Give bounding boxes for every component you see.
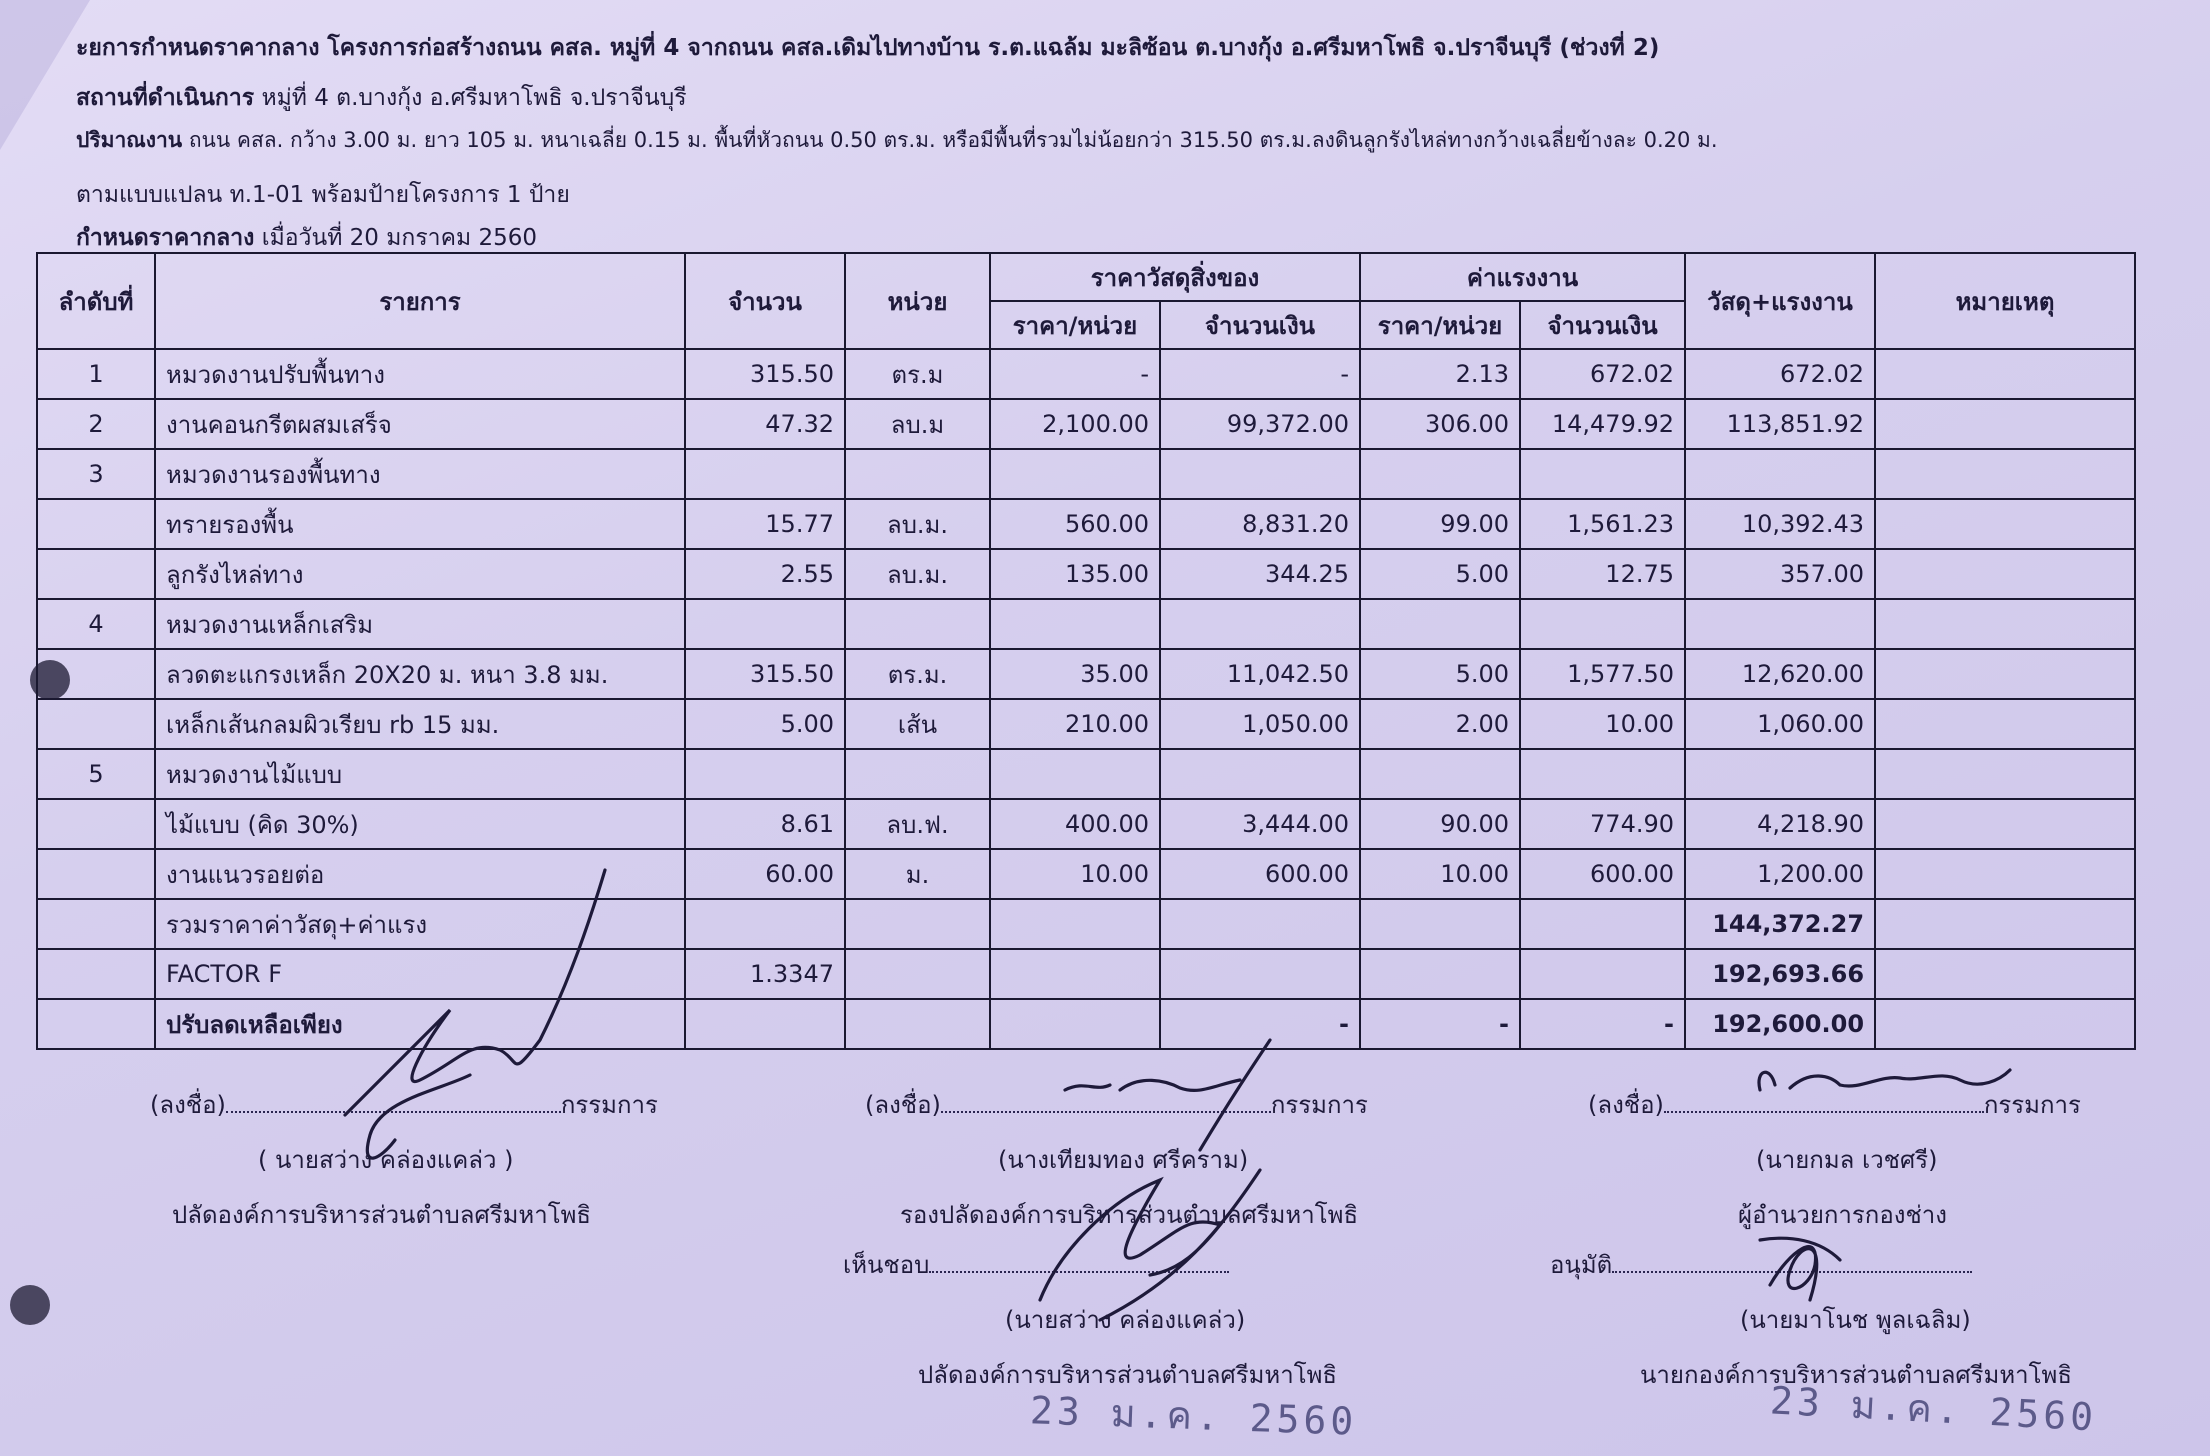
cost-estimate-table xyxy=(36,252,2136,1050)
cell-lab-price xyxy=(1360,449,1520,499)
cell-item: FACTOR F xyxy=(155,949,685,999)
cell-qty: 60.00 xyxy=(685,849,845,899)
cell-unit xyxy=(845,949,990,999)
cell-total: 192,600.00 xyxy=(1685,999,1875,1049)
signature-3 xyxy=(1588,1085,2081,1124)
cell-lab-amount xyxy=(1520,949,1685,999)
cell-unit: ตร.ม xyxy=(845,349,990,399)
table-row xyxy=(37,699,2135,749)
cell-mat-amount: 600.00 xyxy=(1160,849,1360,899)
place-label: สถานที่ดำเนินการ xyxy=(76,85,255,111)
cell-total: 144,372.27 xyxy=(1685,899,1875,949)
cell-qty: 1.3347 xyxy=(685,949,845,999)
cell-qty: 2.55 xyxy=(685,549,845,599)
cell-no: 4 xyxy=(37,599,155,649)
signer-1-name: ( นายสว่าง คล่องแคล่ว ) xyxy=(258,1146,514,1174)
col-header-unit: หน่วย xyxy=(845,253,990,349)
cell-remark xyxy=(1875,499,2135,549)
sign-prefix: (ลงชื่อ) xyxy=(865,1091,941,1119)
cell-item: งานแนวรอยต่อ xyxy=(155,849,685,899)
cell-lab-price: 5.00 xyxy=(1360,649,1520,699)
cell-item: ไม้แบบ (คิด 30%) xyxy=(155,799,685,849)
plan-text: ตามแบบแปลน ท.1-01 พร้อมป้ายโครงการ 1 ป้าย xyxy=(76,182,570,208)
cell-unit xyxy=(845,749,990,799)
cell-qty: 315.50 xyxy=(685,649,845,699)
cell-item: ลวดตะแกรงเหล็ก 20X20 ม. หนา 3.8 มม. xyxy=(155,649,685,699)
cell-lab-price: 5.00 xyxy=(1360,549,1520,599)
col-header-remark: หมายเหตุ xyxy=(1875,253,2135,349)
cell-mat-price: 10.00 xyxy=(990,849,1160,899)
cell-lab-amount: 1,561.23 xyxy=(1520,499,1685,549)
cell-total: 12,620.00 xyxy=(1685,649,1875,699)
cell-item: งานคอนกรีตผสมเสร็จ xyxy=(155,399,685,449)
cell-qty: 315.50 xyxy=(685,349,845,399)
cell-lab-amount xyxy=(1520,449,1685,499)
cell-lab-price: 2.13 xyxy=(1360,349,1520,399)
quantity-line xyxy=(76,124,1732,157)
cell-total: 1,060.00 xyxy=(1685,699,1875,749)
cell-unit: ลบ.ม. xyxy=(845,499,990,549)
cell-qty xyxy=(685,999,845,1049)
cell-unit: เส้น xyxy=(845,699,990,749)
cell-lab-price xyxy=(1360,749,1520,799)
doc-title: ะยการกำหนดราคากลาง โครงการก่อสร้างถนน คสล. หมู่ที่ 4 จากถนน คสล.เดิมไปทางบ้าน ร.ต.แฉล้ม มะลิซ้อน ต.บางกุ้ง อ.ศรีมหาโพธิ จ.ปราจีนบุรี (ช่วงที่ 2) xyxy=(76,35,1660,61)
cell-mat-amount xyxy=(1160,599,1360,649)
signer-3-title: ผู้อำนวยการกองช่าง xyxy=(1738,1201,1947,1229)
cell-remark xyxy=(1875,399,2135,449)
cell-item: ปรับลดเหลือเพียง xyxy=(155,999,685,1049)
cell-mat-amount: 3,444.00 xyxy=(1160,799,1360,849)
cell-mat-amount: - xyxy=(1160,999,1360,1049)
cell-lab-price: 10.00 xyxy=(1360,849,1520,899)
cell-item: ทรายรองพื้น xyxy=(155,499,685,549)
cell-qty xyxy=(685,599,845,649)
table-row xyxy=(37,999,2135,1049)
cell-mat-amount: 99,372.00 xyxy=(1160,399,1360,449)
signer-2-title: รองปลัดองค์การบริหารส่วนตำบลศรีมหาโพธิ xyxy=(900,1201,1359,1229)
agree-title: ปลัดองค์การบริหารส่วนตำบลศรีมหาโพธิ xyxy=(918,1361,1338,1389)
cell-no xyxy=(37,499,155,549)
cell-mat-price xyxy=(990,999,1160,1049)
place-value: หมู่ที่ 4 ต.บางกุ้ง อ.ศรีมหาโพธิ จ.ปราจีนบุรี xyxy=(261,85,687,111)
cell-total xyxy=(1685,449,1875,499)
cell-lab-price: 2.00 xyxy=(1360,699,1520,749)
cell-lab-amount: 10.00 xyxy=(1520,699,1685,749)
cell-mat-price: 560.00 xyxy=(990,499,1160,549)
cell-total xyxy=(1685,599,1875,649)
cell-no xyxy=(37,649,155,699)
cell-unit xyxy=(845,999,990,1049)
cell-remark xyxy=(1875,449,2135,499)
cell-lab-amount: - xyxy=(1520,999,1685,1049)
cell-qty xyxy=(685,899,845,949)
cell-lab-price: 90.00 xyxy=(1360,799,1520,849)
cell-total: 192,693.66 xyxy=(1685,949,1875,999)
cell-lab-price xyxy=(1360,949,1520,999)
cell-qty: 47.32 xyxy=(685,399,845,449)
date-stamp-1: 23 ม.ค. 2560 xyxy=(1029,1388,1358,1444)
cell-qty xyxy=(685,449,845,499)
cell-mat-amount: 8,831.20 xyxy=(1160,499,1360,549)
cell-mat-amount: 344.25 xyxy=(1160,549,1360,599)
cell-mat-price xyxy=(990,899,1160,949)
table-row xyxy=(37,499,2135,549)
cell-no xyxy=(37,899,155,949)
cell-no: 5 xyxy=(37,749,155,799)
cell-mat-price xyxy=(990,749,1160,799)
sign-prefix: (ลงชื่อ) xyxy=(1588,1091,1664,1119)
cell-mat-amount: 1,050.00 xyxy=(1160,699,1360,749)
cell-remark xyxy=(1875,949,2135,999)
quantity-label: ปริมาณงาน xyxy=(76,128,183,152)
approve-name: (นายมาโนช พูลเฉลิม) xyxy=(1740,1306,1971,1334)
col-header-no: ลำดับที่ xyxy=(37,253,155,349)
cell-mat-amount: - xyxy=(1160,349,1360,399)
cell-lab-amount: 600.00 xyxy=(1520,849,1685,899)
cell-total xyxy=(1685,749,1875,799)
cell-item: หมวดงานปรับพื้นทาง xyxy=(155,349,685,399)
table-row xyxy=(37,449,2135,499)
plan-line xyxy=(76,177,584,213)
table-row xyxy=(37,349,2135,399)
date-value: เมื่อวันที่ 20 มกราคม 2560 xyxy=(261,225,537,251)
cell-unit: ลบ.ม. xyxy=(845,549,990,599)
table-row xyxy=(37,599,2135,649)
cell-qty xyxy=(685,749,845,799)
col-header-item: รายการ xyxy=(155,253,685,349)
cell-item: เหล็กเส้นกลมผิวเรียบ rb 15 มม. xyxy=(155,699,685,749)
cell-remark xyxy=(1875,799,2135,849)
cell-no xyxy=(37,999,155,1049)
cell-remark xyxy=(1875,999,2135,1049)
cell-qty: 8.61 xyxy=(685,799,845,849)
cell-remark xyxy=(1875,349,2135,399)
cell-lab-amount: 14,479.92 xyxy=(1520,399,1685,449)
cell-lab-price xyxy=(1360,599,1520,649)
table-row xyxy=(37,549,2135,599)
cell-qty: 15.77 xyxy=(685,499,845,549)
cell-mat-amount xyxy=(1160,949,1360,999)
cell-total: 113,851.92 xyxy=(1685,399,1875,449)
cell-lab-amount xyxy=(1520,749,1685,799)
cell-unit: ลบ.ฟ. xyxy=(845,799,990,849)
cell-qty: 5.00 xyxy=(685,699,845,749)
agree-label: เห็นชอบ xyxy=(843,1251,930,1279)
signature-line xyxy=(1612,1249,1972,1273)
cell-mat-amount xyxy=(1160,449,1360,499)
col-header-lab-price: ราคา/หน่วย xyxy=(1360,301,1520,349)
cell-unit xyxy=(845,449,990,499)
cell-mat-price xyxy=(990,949,1160,999)
col-header-mat-amount: จำนวนเงิน xyxy=(1160,301,1360,349)
cell-total: 1,200.00 xyxy=(1685,849,1875,899)
cell-remark xyxy=(1875,849,2135,899)
cell-mat-amount xyxy=(1160,899,1360,949)
cell-lab-amount: 774.90 xyxy=(1520,799,1685,849)
cell-mat-price xyxy=(990,599,1160,649)
cell-mat-price: 210.00 xyxy=(990,699,1160,749)
cell-lab-price: 99.00 xyxy=(1360,499,1520,549)
cell-item: รวมราคาค่าวัสดุ+ค่าแรง xyxy=(155,899,685,949)
cell-lab-amount: 12.75 xyxy=(1520,549,1685,599)
table-row xyxy=(37,949,2135,999)
cell-lab-price: 306.00 xyxy=(1360,399,1520,449)
cell-total: 672.02 xyxy=(1685,349,1875,399)
cell-lab-price xyxy=(1360,899,1520,949)
col-group-material: ราคาวัสดุสิ่งของ xyxy=(990,253,1360,301)
table-row xyxy=(37,749,2135,799)
signature-line xyxy=(1664,1089,1984,1113)
cell-no xyxy=(37,699,155,749)
signature-1 xyxy=(150,1085,658,1124)
cell-mat-price: 400.00 xyxy=(990,799,1160,849)
cell-item: หมวดงานรองพื้นทาง xyxy=(155,449,685,499)
cell-item: ลูกรังไหล่ทาง xyxy=(155,549,685,599)
col-header-lab-amount: จำนวนเงิน xyxy=(1520,301,1685,349)
agree-line xyxy=(843,1245,1229,1284)
agree-name: (นายสว่าง คล่องแคล่ว) xyxy=(1005,1306,1246,1334)
committee-label: กรรมการ xyxy=(560,1091,658,1119)
approve-line xyxy=(1550,1245,1972,1284)
cell-mat-amount: 11,042.50 xyxy=(1160,649,1360,699)
place-line xyxy=(76,80,701,116)
cell-remark xyxy=(1875,599,2135,649)
cell-total: 357.00 xyxy=(1685,549,1875,599)
cell-mat-price xyxy=(990,449,1160,499)
signer-3-name: (นายกมล เวชศรี) xyxy=(1756,1146,1938,1174)
sign-prefix: (ลงชื่อ) xyxy=(150,1091,226,1119)
cell-total: 10,392.43 xyxy=(1685,499,1875,549)
col-group-labor: ค่าแรงงาน xyxy=(1360,253,1685,301)
cell-mat-price: 2,100.00 xyxy=(990,399,1160,449)
cell-remark xyxy=(1875,699,2135,749)
cell-unit: ม. xyxy=(845,849,990,899)
signer-2-name: (นางเทียมทอง ศรีคราม) xyxy=(998,1146,1249,1174)
cell-unit: ตร.ม. xyxy=(845,649,990,699)
date-label: กำหนดราคากลาง xyxy=(76,225,255,251)
punch-hole xyxy=(10,1285,50,1325)
committee-label: กรรมการ xyxy=(1270,1091,1368,1119)
signature-2 xyxy=(865,1085,1368,1124)
signer-1-title: ปลัดองค์การบริหารส่วนตำบลศรีมหาโพธิ xyxy=(172,1201,592,1229)
cell-remark xyxy=(1875,749,2135,799)
table-row xyxy=(37,799,2135,849)
signature-line xyxy=(929,1249,1229,1273)
cell-item: หมวดงานเหล็กเสริม xyxy=(155,599,685,649)
quantity-value: ถนน คสล. กว้าง 3.00 ม. ยาว 105 ม. หนาเฉลี่ย 0.15 ม. พื้นที่หัวถนน 0.50 ตร.ม. หรือมีพื้นที่รวมไม่น้อยกว่า 315.50 ตร.ม.ลงดินลูกรังไหล่ทางกว้างเฉลี่ยข้างละ 0.20 ม. xyxy=(188,128,1718,152)
cell-no xyxy=(37,949,155,999)
cell-no xyxy=(37,549,155,599)
table-row xyxy=(37,649,2135,699)
committee-label: กรรมการ xyxy=(1983,1091,2081,1119)
cell-no xyxy=(37,799,155,849)
signature-line xyxy=(226,1089,561,1113)
cell-mat-price: 135.00 xyxy=(990,549,1160,599)
cell-remark xyxy=(1875,649,2135,699)
cell-unit xyxy=(845,599,990,649)
col-header-qty: จำนวน xyxy=(685,253,845,349)
cell-no: 3 xyxy=(37,449,155,499)
cell-lab-price: - xyxy=(1360,999,1520,1049)
approve-title: นายกองค์การบริหารส่วนตำบลศรีมหาโพธิ xyxy=(1640,1361,2073,1389)
cell-no xyxy=(37,849,155,899)
cell-no: 2 xyxy=(37,399,155,449)
cell-mat-price: - xyxy=(990,349,1160,399)
cell-item: หมวดงานไม้แบบ xyxy=(155,749,685,799)
cell-remark xyxy=(1875,549,2135,599)
cell-lab-amount: 672.02 xyxy=(1520,349,1685,399)
col-header-mat-price: ราคา/หน่วย xyxy=(990,301,1160,349)
table-row xyxy=(37,399,2135,449)
col-header-total: วัสดุ+แรงงาน xyxy=(1685,253,1875,349)
cell-lab-amount: 1,577.50 xyxy=(1520,649,1685,699)
signature-line xyxy=(941,1089,1271,1113)
cell-unit: ลบ.ม xyxy=(845,399,990,449)
approve-label: อนุมัติ xyxy=(1550,1251,1613,1279)
cell-no: 1 xyxy=(37,349,155,399)
date-stamp-2: 23 ม.ค. 2560 xyxy=(1769,1378,2099,1440)
table-row xyxy=(37,849,2135,899)
date-line xyxy=(76,220,551,256)
cell-lab-amount xyxy=(1520,899,1685,949)
cell-mat-price: 35.00 xyxy=(990,649,1160,699)
cell-remark xyxy=(1875,899,2135,949)
doc-title-line xyxy=(76,30,1659,66)
table-body xyxy=(37,349,2135,1049)
cell-total: 4,218.90 xyxy=(1685,799,1875,849)
cell-lab-amount xyxy=(1520,599,1685,649)
cell-mat-amount xyxy=(1160,749,1360,799)
cell-unit xyxy=(845,899,990,949)
table-row xyxy=(37,899,2135,949)
